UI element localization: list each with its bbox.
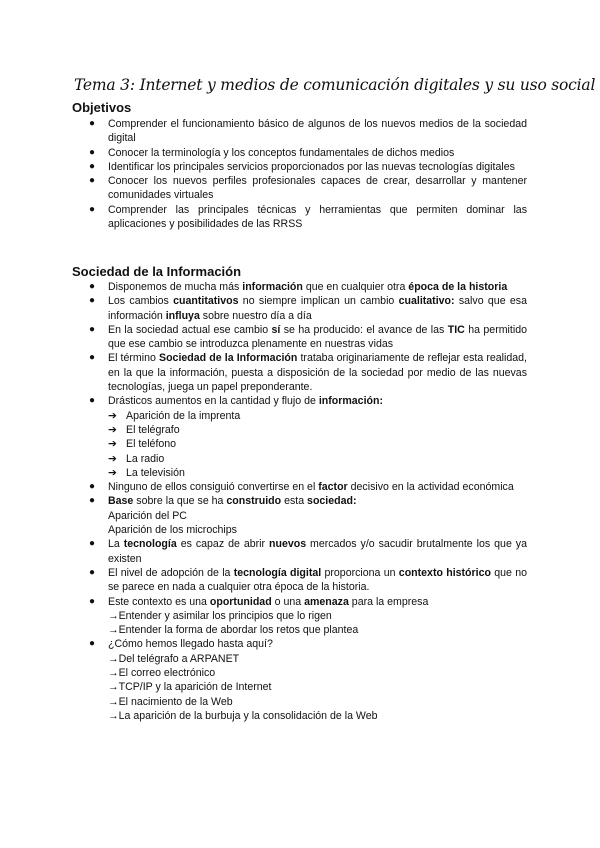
list-item: ● El término Sociedad de la Información trataba originariamente de reflejar esta realidad, en la que la información, puesta a disposición de la sociedad por medio de las nuevas tecnologías, juega un papel preponderante. xyxy=(89,352,527,394)
list-sub-item: ➔ Aparición de la imprenta xyxy=(108,409,241,422)
list-sub-item: →La aparición de la burbuja y la consolidación de la Web xyxy=(108,709,378,722)
arrow-icon: ➔ xyxy=(108,409,117,422)
list-item: ● El nivel de adopción de la tecnología digital proporciona un contexto histórico que no se parece en nada a cualquier otra época de la historia. xyxy=(89,566,527,594)
list-sub-item: →Entender y asimilar los principios que lo rigen xyxy=(108,609,332,622)
list-item: ● Este contexto es una oportunidad o una amenaza para la empresa xyxy=(89,595,429,608)
objetivos-heading: Objetivos xyxy=(72,100,132,115)
list-sub-item: ➔ El teléfono xyxy=(108,438,177,451)
list-item: ● En la sociedad actual ese cambio sí se ha producido: el avance de las TIC ha permitido que ese cambio se introduzca plenamente en nuestras vidas xyxy=(89,323,527,351)
list-item: ● Comprender el funcionamiento básico de algunos de los nuevos medios de la sociedad digital xyxy=(89,118,527,145)
list-sub-item: →TCP/IP y la aparición de Internet xyxy=(108,681,272,694)
list-item: ● Disponemos de mucha más información que en cualquier otra época de la historia xyxy=(89,281,508,293)
list-sub-item: →Del telégrafo a ARPANET xyxy=(108,652,240,665)
sociedad-list xyxy=(0,280,600,723)
list-sub-item: →El nacimiento de la Web xyxy=(108,695,233,708)
list-sub-item: ➔ La televisión xyxy=(108,466,185,479)
list-item: ● Los cambios cuantitativos no siempre implican un cambio cualitativo: salvo que esa información influya sobre nuestro día a día xyxy=(89,295,527,322)
list-item: ● La tecnología es capaz de abrir nuevos mercados y/o sacudir brutalmente los que ya existen xyxy=(89,538,527,565)
arrow-icon: ➔ xyxy=(108,466,117,479)
list-item: ● ¿Cómo hemos llegado hasta aquí? xyxy=(89,638,273,651)
list-item: ● Conocer la terminología y los conceptos fundamentales de dichos medios xyxy=(89,146,455,159)
page-title: Tema 3: Internet y medios de comunicación digitales y su uso social xyxy=(74,76,596,94)
list-sub-item: ➔ La radio xyxy=(108,452,165,465)
arrow-icon: ➔ xyxy=(108,438,117,451)
list-sub-item: →Entender la forma de abordar los retos que plantea xyxy=(108,624,359,637)
arrow-icon: ➔ xyxy=(108,423,117,436)
list-item: ● Ninguno de ellos consiguió convertirse en el factor decisivo en la actividad económica xyxy=(89,481,514,494)
list-item: ● Conocer los nuevos perfiles profesionales capaces de crear, desarrollar y mantener comunidades virtuales xyxy=(89,175,527,202)
list-item: ● Identificar los principales servicios proporcionados por las nuevas tecnologías digitales xyxy=(89,160,515,173)
list-sub-item: Aparición del PC xyxy=(108,509,187,522)
list-item: ● Drásticos aumentos en la cantidad y flujo de información: xyxy=(89,395,383,408)
list-sub-item: Aparición de los microchips xyxy=(108,524,237,537)
list-sub-item: ➔ El telégrafo xyxy=(108,423,180,436)
objetivos-list xyxy=(0,117,600,231)
sociedad-heading: Sociedad de la Información xyxy=(72,264,242,279)
list-item: ● Base sobre la que se ha construido esta sociedad: xyxy=(89,495,357,508)
arrow-icon: ➔ xyxy=(108,452,117,465)
list-sub-item: →El correo electrónico xyxy=(108,667,216,680)
list-item: ● Comprender las principales técnicas y herramientas que permiten dominar las aplicaciones y posibilidades de las RRSS xyxy=(89,203,527,231)
